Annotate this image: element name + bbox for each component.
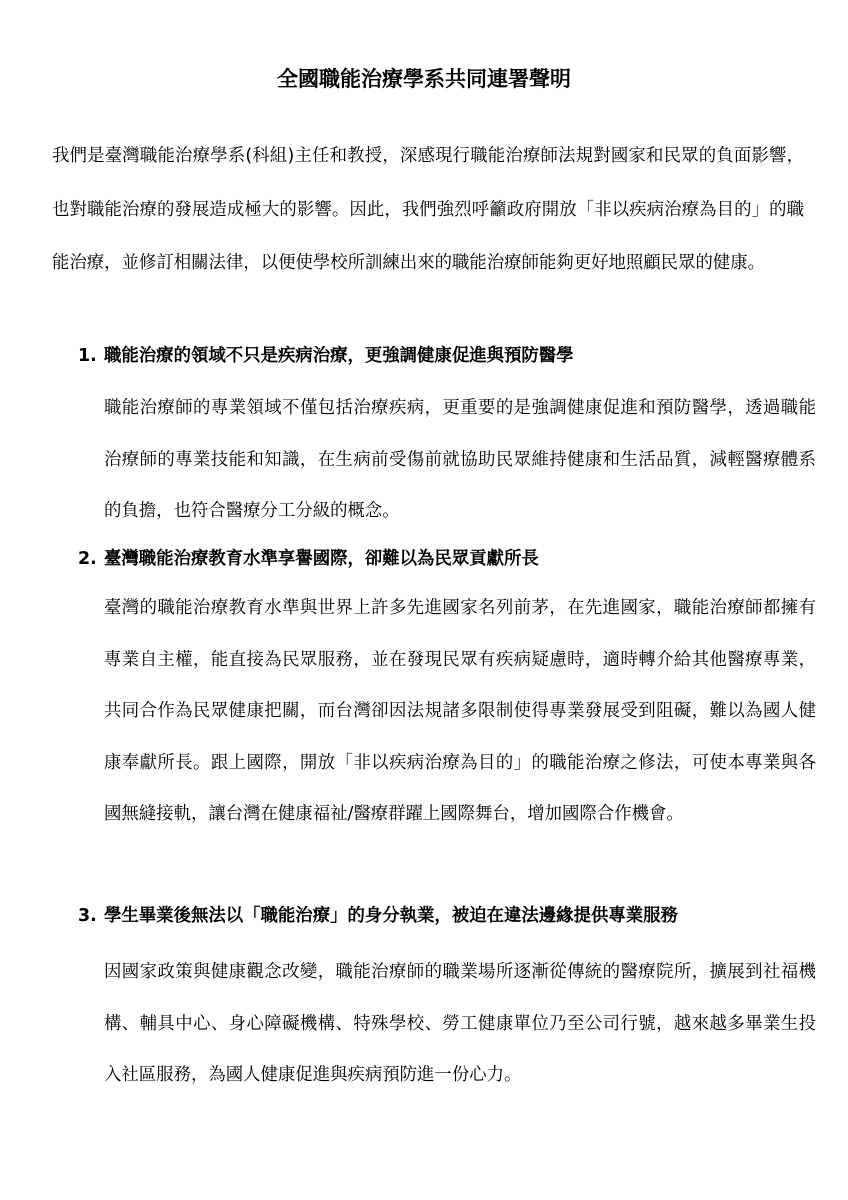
- section-heading-3: [78, 901, 818, 931]
- section-number-1: 1.: [78, 346, 97, 366]
- intro-paragraph: 我們是臺灣職能治療學系(科組)主任和教授，深感現行職能治療師法規對國家和民眾的負面影響，也對職能治療的發展造成極大的影響。因此，我們強烈呼籲政府開放「非以疾病治療為目的」的職能治療，並修訂相關法律，以便使學校所訓練出來的職能治療師能夠更好地照顧民眾的健康。: [52, 146, 804, 273]
- section-heading-text-2: 臺灣職能治療教育水準享譽國際，卻難以為民眾貢獻所長: [104, 549, 539, 569]
- section-number-3: 3.: [78, 906, 97, 926]
- section-heading-text-1: 職能治療的領域不只是疾病治療，更強調健康促進與預防醫學: [104, 346, 574, 366]
- section-body-3: 因國家政策與健康觀念改變，職能治療師的職業場所逐漸從傳統的醫療院所，擴展到社福機構、輔具中心、身心障礙機構、特殊學校、勞工健康單位乃至公司行號，越來越多畢業生投入社區服務，為國人健康促進與疾病預防進一份心力。: [104, 962, 816, 1086]
- section-number-2: 2.: [78, 549, 97, 569]
- section-heading-text-3: 學生畢業後無法以「職能治療」的身分執業，被迫在違法邊緣提供專業服務: [104, 906, 678, 926]
- section-body-1: 職能治療師的專業領域不僅包括治療疾病，更重要的是強調健康促進和預防醫學，透過職能治療師的專業技能和知識，在生病前受傷前就協助民眾維持健康和生活品質，減輕醫療體系的負擔，也符合醫療分工分級的概念。: [104, 398, 816, 522]
- section-heading-1: [78, 341, 818, 371]
- section-heading-2: [78, 544, 818, 574]
- document-title: 全國職能治療學系共同連署聲明: [277, 67, 571, 91]
- section-body-2: 臺灣的職能治療教育水準與世界上許多先進國家名列前茅，在先進國家，職能治療師都擁有專業自主權，能直接為民眾服務，並在發現民眾有疾病疑慮時，適時轉介給其他醫療專業，共同合作為民眾健康把關，而台灣卻因法規諸多限制使得專業發展受到阻礙，難以為國人健康奉獻所長。跟上國際，開放「非以疾病治療為目的」的職能治療之修法，可使本專業與各國無縫接軌，讓台灣在健康福祉/醫療群躍上國際舞台，增加國際合作機會。: [104, 598, 816, 825]
